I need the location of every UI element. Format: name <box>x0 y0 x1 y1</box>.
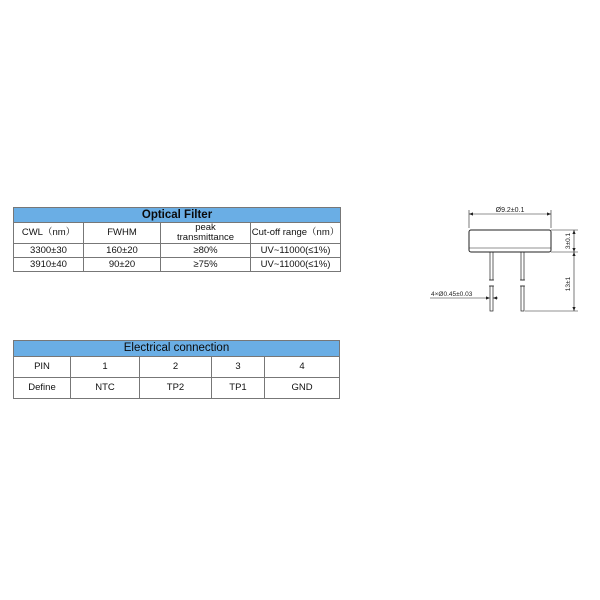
transmittance-cell: ≥80% <box>161 244 251 258</box>
pin-define-cell: NTC <box>71 378 140 399</box>
pin-number-cell: 2 <box>140 357 212 378</box>
optical-filter-title: Optical Filter <box>14 208 341 223</box>
electrical-connection-title: Electrical connection <box>14 341 340 357</box>
header-peak-transmittance: peak transmittance <box>161 223 251 244</box>
fwhm-cell: 160±20 <box>84 244 161 258</box>
pin-number-cell: 3 <box>212 357 265 378</box>
pins <box>489 252 525 311</box>
diameter-label: Ø9.2±0.1 <box>495 207 525 214</box>
cutoff-cell: UV~11000(≤1%) <box>251 244 341 258</box>
table-row <box>14 357 340 378</box>
detector-dimension-drawing <box>420 200 590 325</box>
optical-filter-header-row <box>14 223 341 244</box>
define-label-cell: Define <box>14 378 71 399</box>
cap-body <box>469 230 551 252</box>
pin-length-label: 13±1 <box>565 276 572 292</box>
header-fwhm: FWHM <box>84 223 161 244</box>
cwl-cell: 3300±30 <box>14 244 84 258</box>
pin-number-cell: 4 <box>265 357 340 378</box>
optical-filter-table <box>13 207 341 272</box>
table-row <box>14 258 341 272</box>
table-row <box>14 244 341 258</box>
electrical-connection-table <box>13 340 340 399</box>
electrical-connection-title-row <box>14 341 340 357</box>
fwhm-cell: 90±20 <box>84 258 161 272</box>
header-cwl: CWL（nm） <box>14 223 84 244</box>
cwl-cell: 3910±40 <box>14 258 84 272</box>
table-row <box>14 378 340 399</box>
pin-label-cell: PIN <box>14 357 71 378</box>
pin-define-cell: GND <box>265 378 340 399</box>
transmittance-cell: ≥75% <box>161 258 251 272</box>
header-cutoff-range: Cut-off range（nm） <box>251 223 341 244</box>
cap-height-label: 3±0.1 <box>565 232 572 250</box>
pin-diameter-label: 4×Ø0.45±0.03 <box>431 291 473 298</box>
pin-number-cell: 1 <box>71 357 140 378</box>
pin-define-cell: TP2 <box>140 378 212 399</box>
cutoff-cell: UV~11000(≤1%) <box>251 258 341 272</box>
optical-filter-title-row <box>14 208 341 223</box>
pin-define-cell: TP1 <box>212 378 265 399</box>
